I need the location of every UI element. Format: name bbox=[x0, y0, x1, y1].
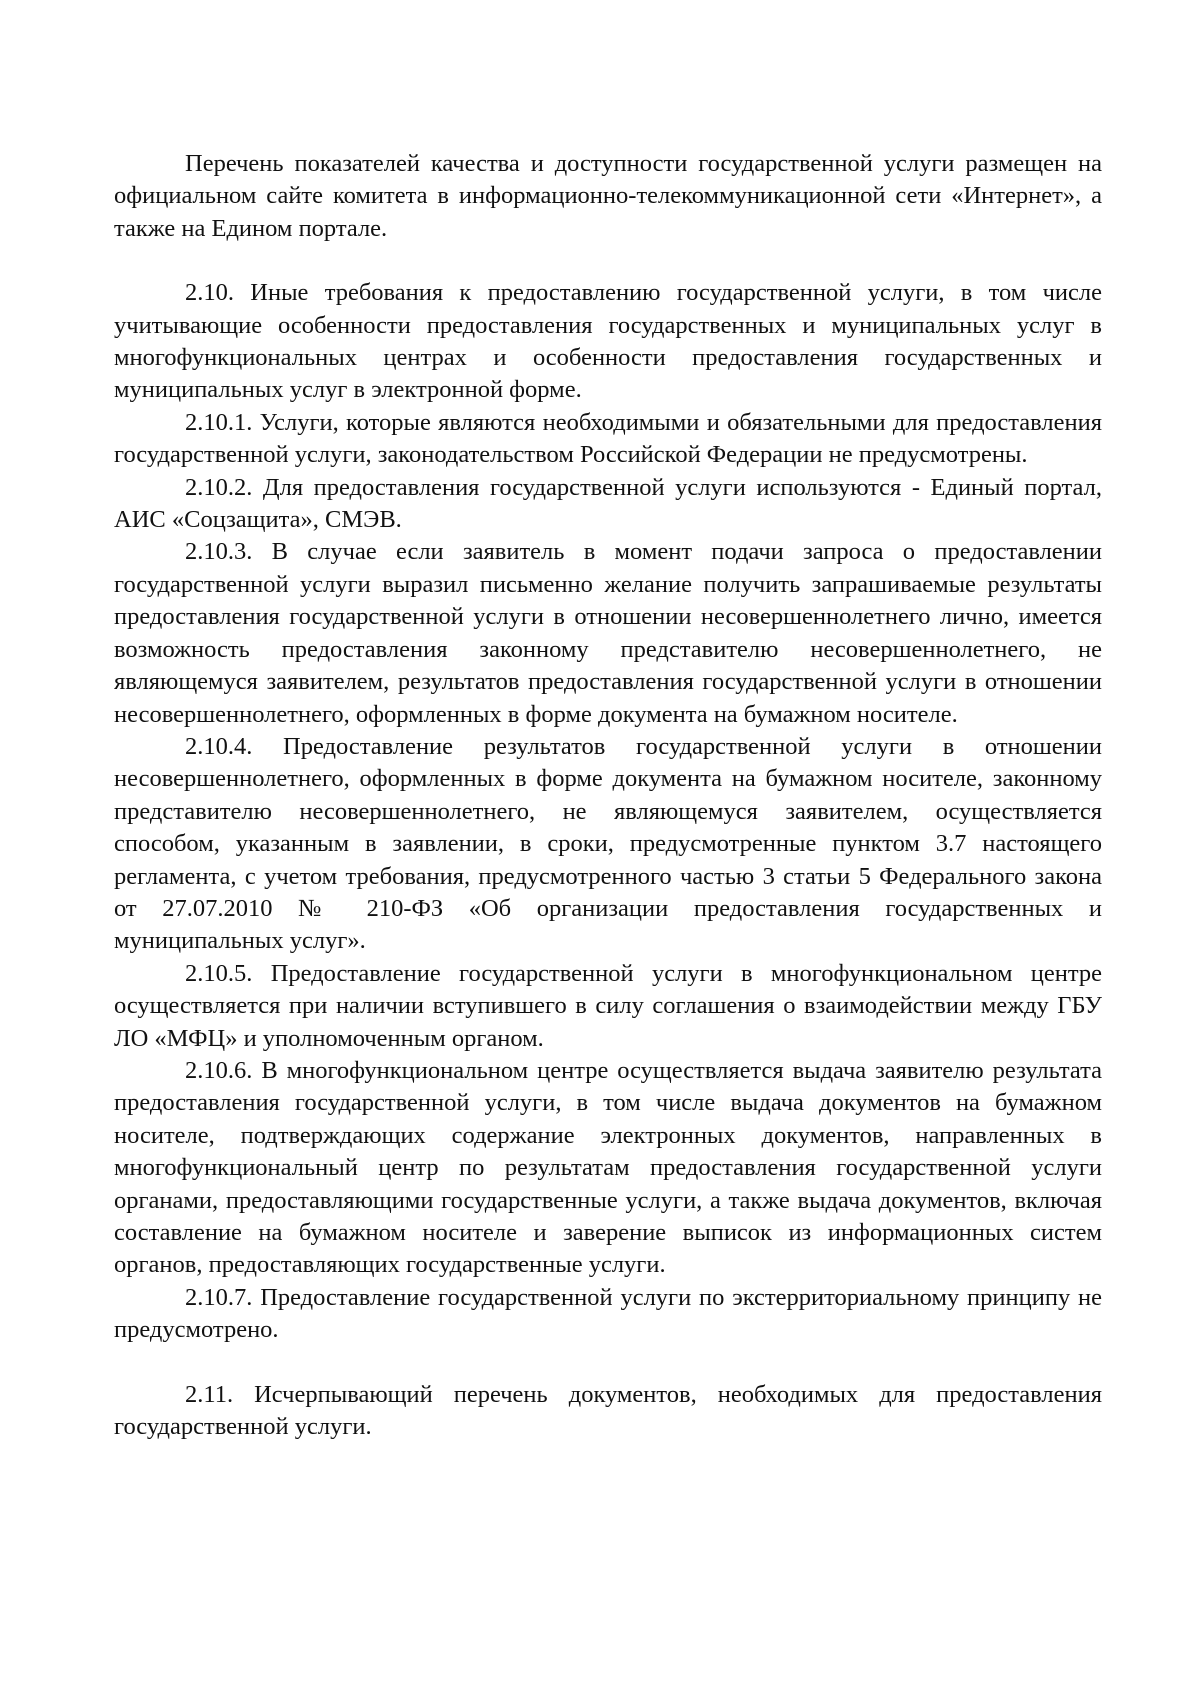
paragraph-2-10-6: 2.10.6. В многофункциональном центре осуществляется выдача заявителю результата предоставления государственной услуги, в том числе выдача документов на бумажном носителе, подтверждающих содержание электронных документов, направленных в многофункциональный центр по результатам предоставления государственной услуги органами, предоставляющими государственные услуги, а также выдача документов, включая составление на бумажном носителе и заверение выписок из информационных систем органов, предоставляющих государственные услуги. bbox=[114, 1056, 1102, 1279]
paragraph-2-10-5: 2.10.5. Предоставление государственной услуги в многофункциональном центре осуществляется при наличии вступившего в силу соглашения о взаимодействии между ГБУ ЛО «МФЦ» и уполномоченным органом. bbox=[114, 959, 1102, 1052]
paragraph-2-10: 2.10. Иные требования к предоставлению государственной услуги, в том числе учитывающие особенности предоставления государственных и муниципальных услуг в многофункциональных центрах и особенности предоставления государственных и муниципальных услуг в электронной форме. bbox=[114, 279, 1102, 404]
paragraph-2-10-4: 2.10.4. Предоставление результатов государственной услуги в отношении несовершеннолетнего, оформленных в форме документа на бумажном носителе, законному представителю несовершеннолетнего, не являющемуся заявителем, осуществляется способом, указанным в заявлении, в сроки, предусмотренные пунктом 3.7 настоящего регламента, с учетом требования, предусмотренного частью 3 статьи 5 Федерального закона от 27.07.2010 № 210-ФЗ «Об организации предоставления государственных и муниципальных услуг». bbox=[114, 732, 1102, 955]
paragraph-2-10-1: 2.10.1. Услуги, которые являются необходимыми и обязательными для предоставления государственной услуги, законодательством Российской Федерации не предусмотрены. bbox=[114, 408, 1102, 469]
paragraph-2-10-3: 2.10.3. В случае если заявитель в момент подачи запроса о предоставлении государственной услуги выразил письменно желание получить запрашиваемые результаты предоставления государственной услуги в отношении несовершеннолетнего лично, имеется возможность предоставления законному представителю несовершеннолетнего, не являющемуся заявителем, результатов предоставления государственной услуги в отношении несовершеннолетнего, оформленных в форме документа на бумажном носителе. bbox=[114, 538, 1102, 728]
paragraph-2-11: 2.11. Исчерпывающий перечень документов, необходимых для предоставления государственной услуги. bbox=[114, 1380, 1102, 1441]
paragraph-2-10-2: 2.10.2. Для предоставления государственной услуги используются - Единый портал, АИС «Соцзащита», СМЭВ. bbox=[114, 473, 1102, 534]
paragraph-spacer bbox=[114, 1347, 1102, 1379]
paragraph-spacer bbox=[114, 245, 1102, 277]
paragraph-quality-indicators: Перечень показателей качества и доступности государственной услуги размещен на официальном сайте комитета в информационно-телекоммуникационной сети «Интернет», а также на Едином портале. bbox=[114, 150, 1102, 242]
paragraph-2-10-7: 2.10.7. Предоставление государственной услуги по экстерриториальному принципу не предусмотрено. bbox=[114, 1283, 1102, 1344]
document-page bbox=[114, 148, 1102, 1443]
